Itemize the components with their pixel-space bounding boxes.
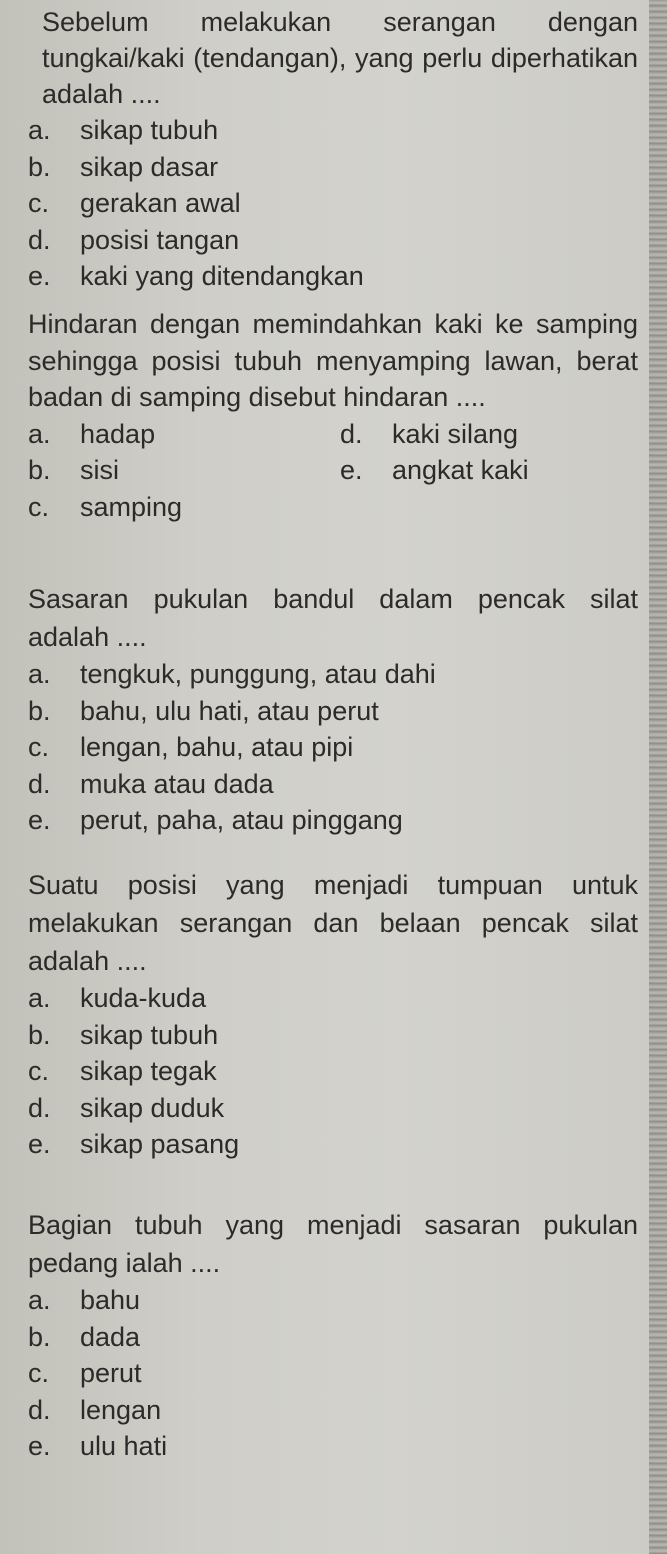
option-item[interactable] xyxy=(28,1282,638,1319)
option-letter: d. xyxy=(340,418,363,449)
question-block xyxy=(28,306,638,525)
option-text: lengan xyxy=(80,1394,162,1425)
option-item[interactable] xyxy=(28,149,638,186)
question-text: Suatu posisi yang menjadi tumpuan untuk melakukan serangan dan belaan pencak silat adalah .... xyxy=(28,870,638,976)
option-text: sikap dasar xyxy=(80,151,219,182)
option-item[interactable] xyxy=(28,1017,638,1054)
option-item[interactable] xyxy=(28,1355,638,1392)
option-text: muka atau dada xyxy=(80,768,274,799)
option-item[interactable] xyxy=(28,112,638,149)
option-item[interactable] xyxy=(28,258,638,295)
option-text: dada xyxy=(80,1321,141,1352)
option-letter: c. xyxy=(28,1358,50,1388)
option-letter: e. xyxy=(28,805,51,835)
option-text: sikap tubuh xyxy=(80,115,219,145)
option-grid xyxy=(28,416,638,526)
option-letter: b. xyxy=(28,455,51,485)
option-item[interactable] xyxy=(28,489,340,526)
option-item[interactable] xyxy=(28,222,638,259)
option-item[interactable] xyxy=(28,980,638,1017)
option-text: tengkuk, punggung, atau dahi xyxy=(80,659,436,689)
option-item[interactable] xyxy=(28,1428,638,1465)
option-letter: a. xyxy=(28,1285,51,1315)
question-text: Hindaran dengan memindahkan kaki ke samping sehingga posisi tubuh menyamping lawan, berat badan di samping disebut hindaran .... xyxy=(28,309,638,412)
option-text: perut, paha, atau pinggang xyxy=(80,805,403,835)
option-letter: a. xyxy=(28,115,51,145)
option-text: perut xyxy=(80,1358,142,1388)
option-text: sikap tegak xyxy=(80,1056,217,1086)
option-text: lengan, bahu, atau pipi xyxy=(80,732,354,762)
option-text: kaki yang ditendangkan xyxy=(80,261,364,291)
option-item[interactable] xyxy=(28,1053,638,1090)
option-letter: c. xyxy=(28,188,50,218)
option-letter: e. xyxy=(340,455,363,485)
option-letter: c. xyxy=(28,732,50,762)
option-letter: e. xyxy=(28,261,51,291)
option-text: kaki silang xyxy=(392,418,519,449)
option-letter: c. xyxy=(28,1056,50,1086)
option-letter: b. xyxy=(28,1019,51,1050)
question-block xyxy=(28,866,638,1163)
option-item[interactable] xyxy=(28,729,638,766)
question-text: Sebelum melakukan serangan dengan tungkai/kaki (tendangan), yang perlu diperhatikan adalah .... xyxy=(42,7,638,109)
option-item[interactable] xyxy=(28,416,340,453)
option-item[interactable] xyxy=(28,1126,638,1163)
option-item[interactable] xyxy=(340,416,638,453)
option-letter: d. xyxy=(28,768,51,799)
option-item[interactable] xyxy=(28,452,340,489)
option-letter: a. xyxy=(28,983,51,1013)
option-item[interactable] xyxy=(28,1090,638,1127)
question-block xyxy=(28,1206,638,1465)
option-text: sikap tubuh xyxy=(80,1019,219,1050)
question-text: Bagian tubuh yang menjadi sasaran pukulan pedang ialah .... xyxy=(28,1210,638,1278)
option-letter: b. xyxy=(28,1321,51,1352)
option-text: kuda-kuda xyxy=(80,983,207,1013)
option-text: sikap pasang xyxy=(80,1129,240,1159)
option-letter: e. xyxy=(28,1129,51,1159)
option-item[interactable] xyxy=(28,693,638,730)
option-text: bahu xyxy=(80,1285,141,1315)
option-text: gerakan awal xyxy=(80,188,241,218)
option-text: bahu, ulu hati, atau perut xyxy=(80,695,379,726)
option-list xyxy=(28,980,638,1163)
option-item[interactable] xyxy=(28,656,638,693)
question-text: Sasaran pukulan bandul dalam pencak silat adalah .... xyxy=(28,584,638,652)
option-letter: c. xyxy=(28,491,50,522)
option-text: sisi xyxy=(80,455,119,485)
option-text: ulu hati xyxy=(80,1431,168,1461)
question-block xyxy=(28,4,638,295)
page-edge-shadow xyxy=(649,0,667,1554)
option-letter: a. xyxy=(28,659,51,689)
option-text: angkat kaki xyxy=(392,455,529,485)
option-item[interactable] xyxy=(28,802,638,839)
option-letter: d. xyxy=(28,1394,51,1425)
option-item[interactable] xyxy=(28,1392,638,1429)
option-letter: e. xyxy=(28,1431,51,1461)
option-list xyxy=(28,1282,638,1465)
option-item[interactable] xyxy=(340,452,638,489)
option-letter: d. xyxy=(28,1092,51,1123)
option-text: hadap xyxy=(80,418,156,449)
option-letter: b. xyxy=(28,695,51,726)
option-letter: b. xyxy=(28,151,51,182)
option-item[interactable] xyxy=(28,185,638,222)
option-letter: d. xyxy=(28,224,51,255)
option-list xyxy=(28,112,638,295)
option-text: sikap duduk xyxy=(80,1092,225,1123)
option-item[interactable] xyxy=(28,766,638,803)
option-text: posisi tangan xyxy=(80,224,240,255)
option-item[interactable] xyxy=(28,1319,638,1356)
option-text: samping xyxy=(80,491,183,522)
option-list xyxy=(28,656,638,839)
question-block xyxy=(28,580,638,839)
option-letter: a. xyxy=(28,418,51,449)
